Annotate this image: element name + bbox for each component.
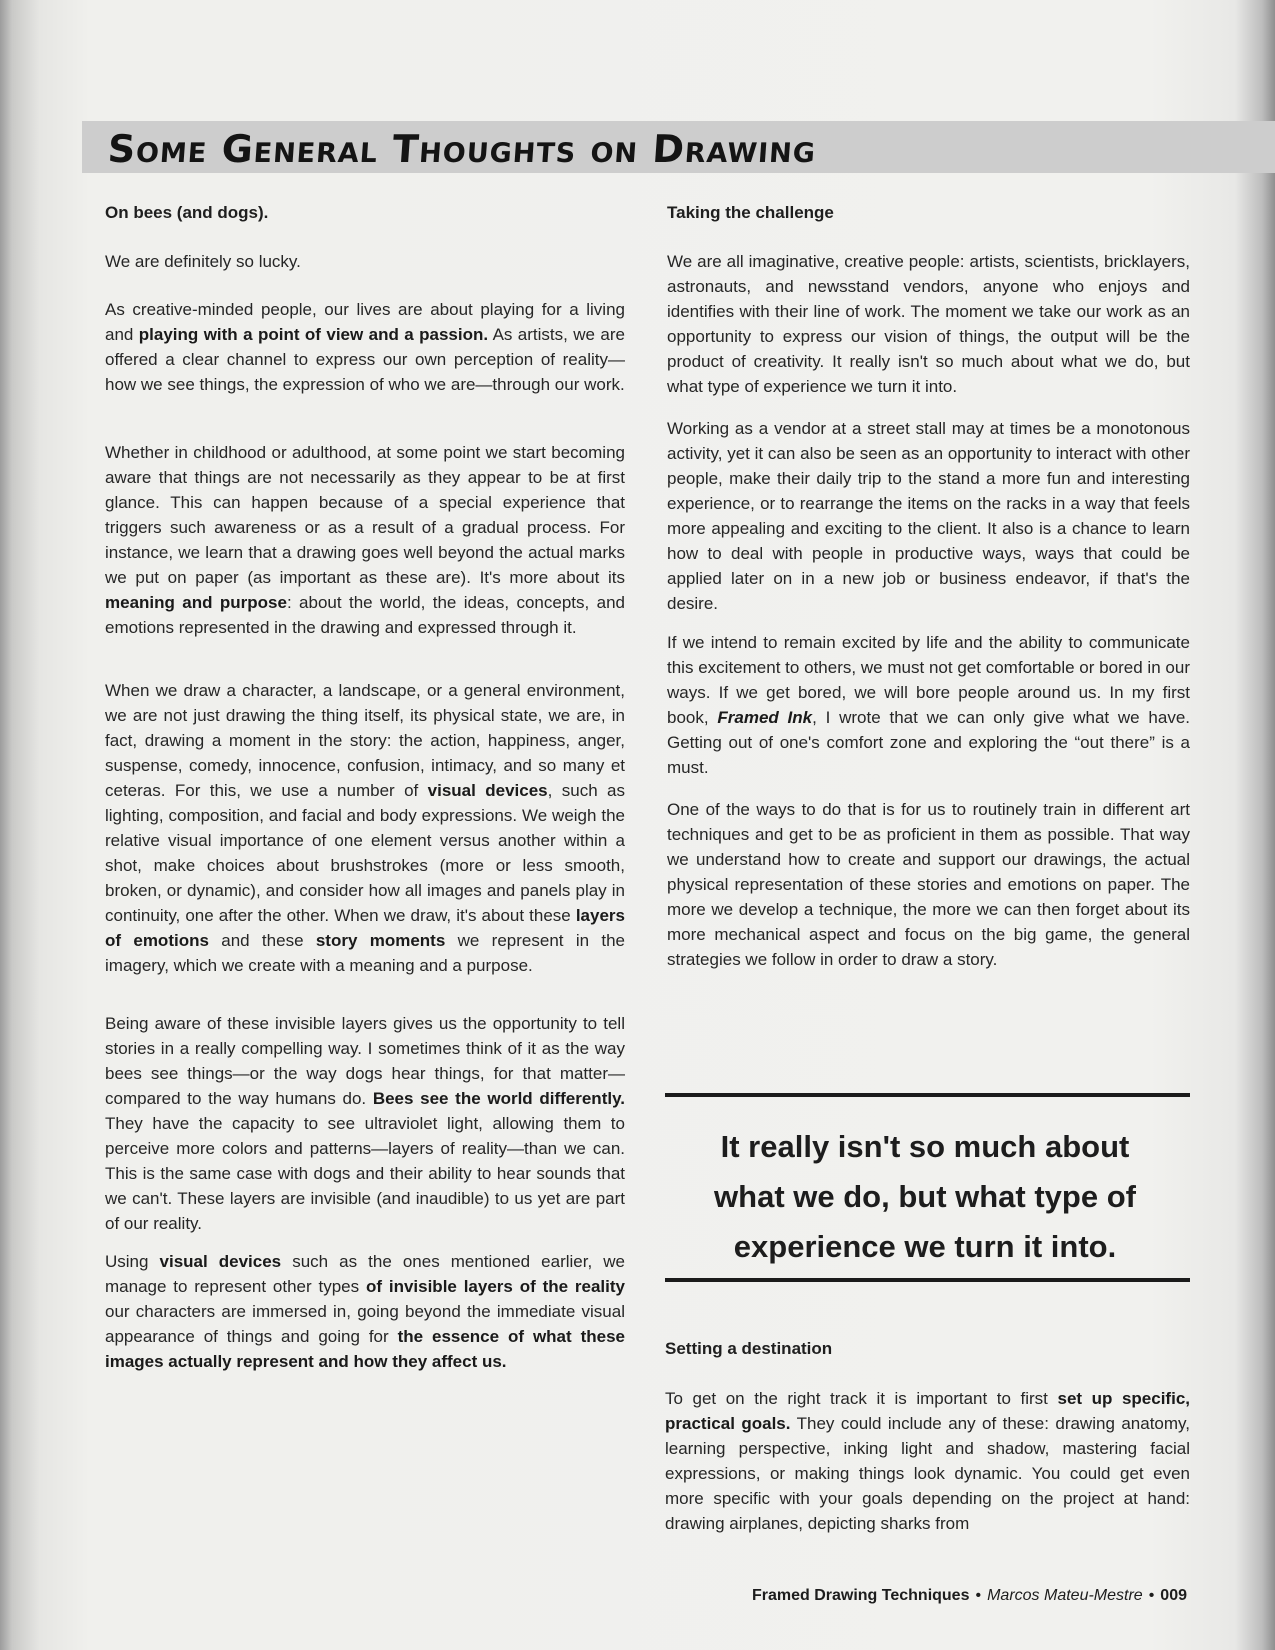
section-heading-bees: On bees (and dogs). <box>105 203 269 222</box>
paragraph: Working as a vendor at a street stall may at times be a monotonous activity, yet it can also be seen as an opportunity to interact with other people, make their daily trip to the stand a more fun and interesting experience, or to rearrange the items on the racks in a way that feels more appealing and exciting to the client. It also is a chance to learn how to deal with people in productive ways, ways that could be applied later on in a new job or business endeavor, if that's the desire. <box>667 419 1190 613</box>
page-title: Some General Thoughts on Drawing <box>106 127 818 171</box>
book-title: Framed Drawing Techniques <box>751 1587 970 1604</box>
page-footer: Framed Drawing Techniques • Marcos Mateu-Mestre • 009 <box>751 1587 1187 1604</box>
section-heading-challenge: Taking the challenge <box>667 203 834 222</box>
pull-quote: It really isn't so much about what we do, but what type of experience we turn it into. <box>714 1129 1136 1264</box>
pullquote-rule-top <box>665 1093 1190 1097</box>
paragraph: We are all imaginative, creative people: artists, scientists, bricklayers, astronauts, and newsstand vendors, anyone who enjoys and identifies with their line of work. The moment we take our work as an opportunity to express our vision of things, the output will be the product of creativity. It really isn't so much about what we do, but what type of experience we turn it into. <box>667 252 1190 396</box>
paragraph: We are definitely so lucky. <box>105 252 301 271</box>
paragraph: As creative-minded people, our lives are about playing for a living and playing with a point of view and a passion. As artists, we are offered a clear channel to express our own perception of reality—how we see things, the expression of who we are—through our work. <box>105 300 625 394</box>
pullquote-rule-bottom <box>665 1278 1190 1282</box>
paragraph: When we draw a character, a landscape, or a general environment, we are not just drawing the thing itself, its physical state, we are, in fact, drawing a moment in the story: the action, happiness, anger, suspense, comedy, innocence, confusion, intimacy, and so many et ceteras. For this, we use a number of visual devices, such as lighting, composition, and facial and body expressions. We weigh the relative visual importance of one element versus another within a shot, make choices about brushstrokes (more or less smooth, broken, or dynamic), and consider how all images and panels play in continuity, one after the other. When we draw, it's about these layers of emotions and these story moments we represent in the imagery, which we create with a meaning and a purpose. <box>105 681 625 975</box>
paragraph: Whether in childhood or adulthood, at some point we start becoming aware that things are not necessarily as they appear to be at first glance. This can happen because of a special experience that triggers such awareness or as a result of a gradual process. For instance, we learn that a drawing goes well beyond the actual marks we put on paper (as important as these are). It's more about its meaning and purpose: about the world, the ideas, concepts, and emotions represented in the drawing and expressed through it. <box>105 443 625 637</box>
page-number: 009 <box>1160 1587 1187 1604</box>
paragraph: Being aware of these invisible layers gives us the opportunity to tell stories in a really compelling way. I sometimes think of it as the way bees see things—or the way dogs hear things, for that matter—compared to the way humans do. Bees see the world differently. They have the capacity to see ultraviolet light, allowing them to perceive more colors and patterns—layers of reality—than we can. This is the same case with dogs and their ability to hear sounds that we can't. These layers are invisible (and inaudible) to us yet are part of our reality. <box>105 1014 625 1233</box>
paragraph: If we intend to remain excited by life and the ability to communicate this excitement to others, we must not get comfortable or bored in our ways. If we get bored, we will bore people around us. In my first book, Framed Ink, I wrote that we can only give what we have. Getting out of one's comfort zone and exploring the “out there” is a must. <box>667 633 1191 777</box>
section-heading-destination: Setting a destination <box>665 1339 833 1358</box>
paragraph: One of the ways to do that is for us to routinely train in different art techniques and get to be as proficient in them as possible. That way we understand how to create and support our drawings, the actual physical representation of these stories and emotions on paper. The more we develop a technique, the more we can then forget about its more mechanical aspect and focus on the big game, the general strategies we follow in order to draw a story. <box>667 800 1190 969</box>
author-name: Marcos Mateu-Mestre <box>987 1587 1143 1604</box>
paragraph: Using visual devices such as the ones mentioned earlier, we manage to represent other types of invisible layers of the reality our characters are immersed in, going beyond the immediate visual appearance of things and going for the essence of what these images actually represent and how they affect us. <box>105 1252 625 1371</box>
paragraph: To get on the right track it is important to first set up specific, practical goals. They could include any of these: drawing anatomy, learning perspective, inking light and shadow, mastering facial expressions, or making things look dynamic. You could get even more specific with your goals depending on the project at hand: drawing airplanes, depicting sharks from <box>665 1389 1190 1533</box>
